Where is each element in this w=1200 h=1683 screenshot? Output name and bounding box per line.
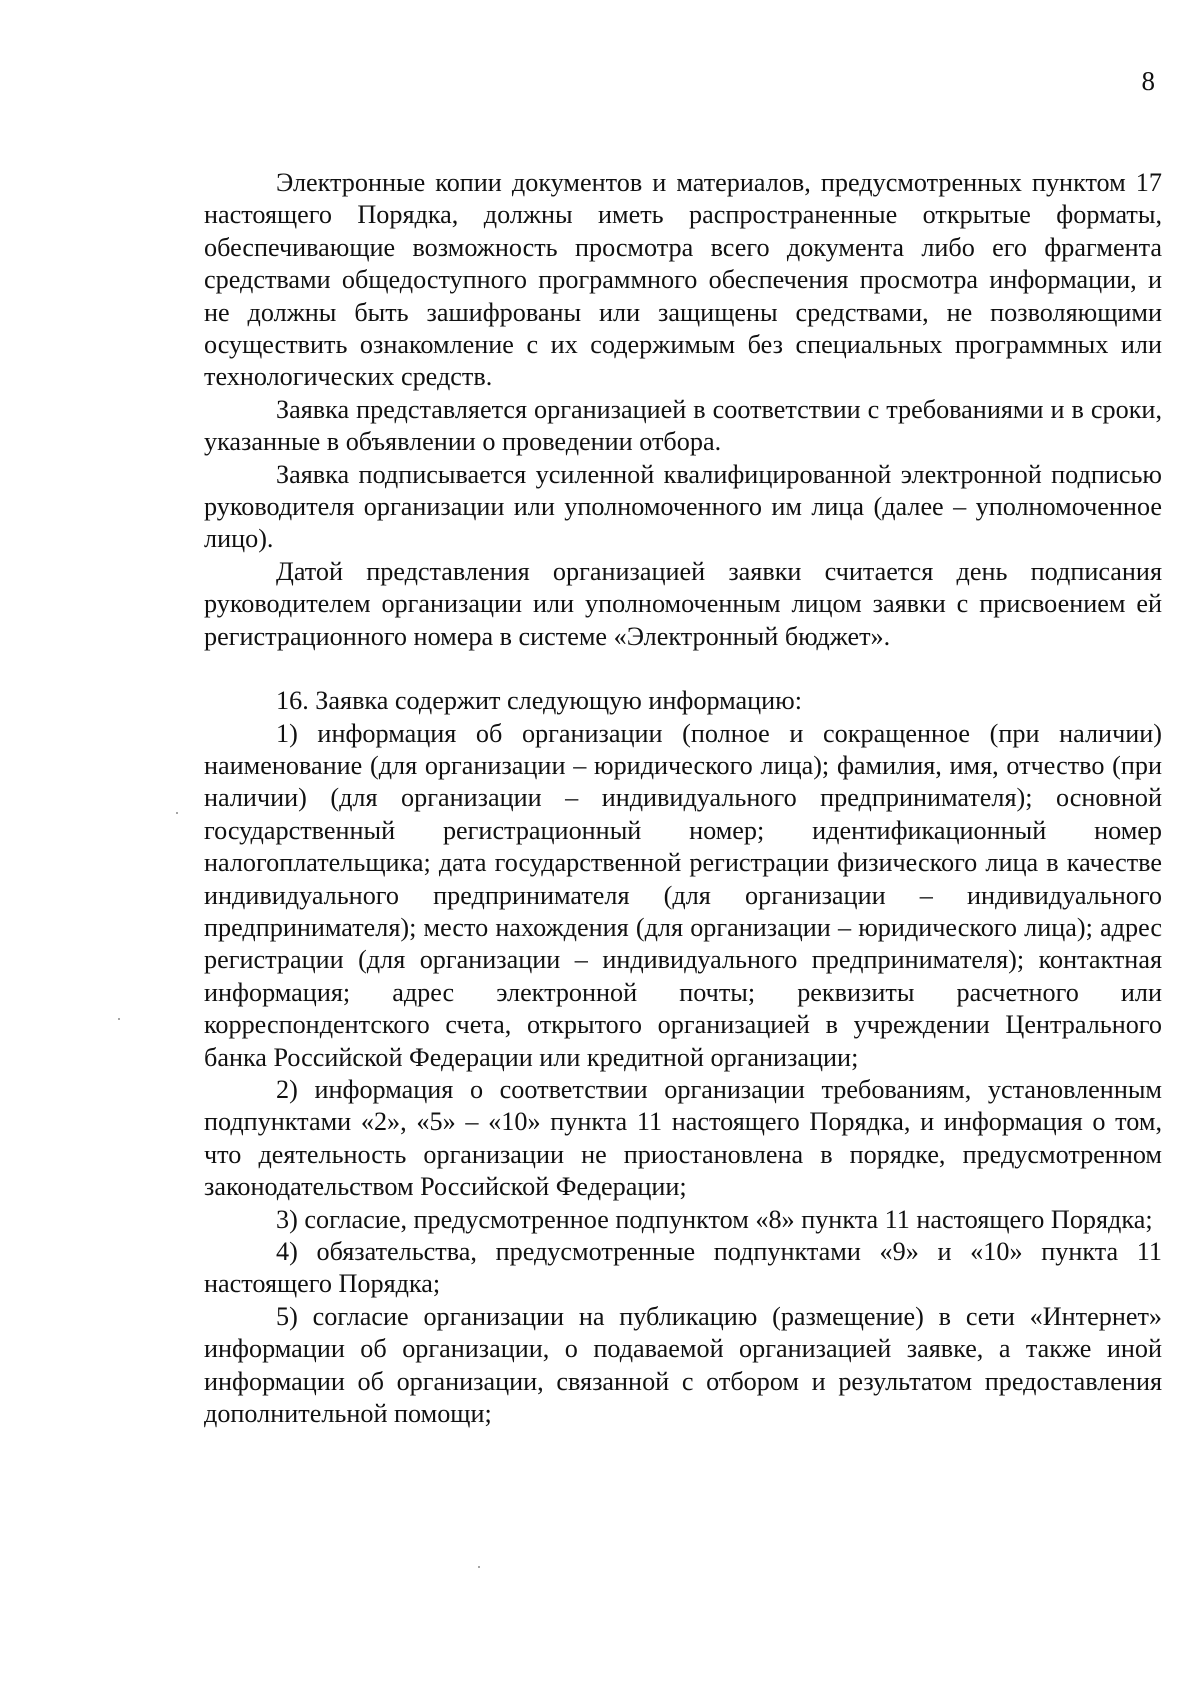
list-item-2: 2) информация о соответствии организации требованиям, установленным подпунктами «2», «5» – «10» пункта 11 настоящего Порядка, и информация о том, что деятельность организации не приостановлена в порядке, предусмотренном законодательством Российской Федерации; bbox=[204, 1074, 1162, 1202]
list-item-1: 1) информация об организации (полное и сокращенное (при наличии) наименование (для организации – юридического лица); фамилия, имя, отчество (при наличии) (для организации – индивидуального предпринимателя); основной государственный регистрационный номер; идентификационный номер налогоплательщика; дата государственной регистрации физического лица в качестве индивидуального предпринимателя (для организации – индивидуального предпринимателя); место нахождения (для организации – юридического лица); адрес регистрации (для организации – индивидуального предпринимателя); контактная информация; адрес электронной почты; реквизиты расчетного или корреспондентского счета, открытого организацией в учреждении Центрального банка Российской Федерации или кредитной организации; bbox=[204, 718, 1162, 1072]
list-item-3: 3) согласие, предусмотренное подпунктом «8» пункта 11 настоящего Порядка; bbox=[276, 1204, 1153, 1234]
paragraph-submission-date: Датой представления организацией заявки считается день подписания руководителем организации или уполномоченным лицом заявки с присвоением ей регистрационного номера в системе «Электронный бюджет». bbox=[204, 556, 1162, 651]
document-body bbox=[204, 167, 1162, 1430]
paragraph-application-submission: Заявка представляется организацией в соответствии с требованиями и в сроки, указанные в объявлении о проведении отбора. bbox=[204, 394, 1162, 457]
list-item-5: 5) согласие организации на публикацию (размещение) в сети «Интернет» информации об организации, о подаваемой организацией заявке, а также иной информации об организации, связанной с отбором и результатом предоставления дополнительной помощи; bbox=[204, 1301, 1162, 1429]
paragraph-section-16: 16. Заявка содержит следующую информацию: bbox=[276, 686, 803, 716]
scan-speck bbox=[118, 1018, 120, 1020]
scan-speck bbox=[176, 812, 178, 814]
paragraph-electronic-copies: Электронные копии документов и материалов, предусмотренных пунктом 17 настоящего Порядка, должны иметь распространенные открытые форматы, обеспечивающие возможность просмотра всего документа либо его фрагмента средствами общедоступного программного обеспечения просмотра информации, и не должны быть зашифрованы или защищены средствами, не позволяющими осуществить ознакомление с их содержимым без специальных программных или технологических средств. bbox=[204, 168, 1162, 392]
page-number: 8 bbox=[1141, 66, 1155, 96]
list-item-4: 4) обязательства, предусмотренные подпунктами «9» и «10» пункта 11 настоящего Порядка; bbox=[204, 1237, 1162, 1299]
scan-speck bbox=[478, 1566, 480, 1568]
paragraph-application-signature: Заявка подписывается усиленной квалифицированной электронной подписью руководителя организации или уполномоченного им лица (далее – уполномоченное лицо). bbox=[204, 459, 1162, 554]
